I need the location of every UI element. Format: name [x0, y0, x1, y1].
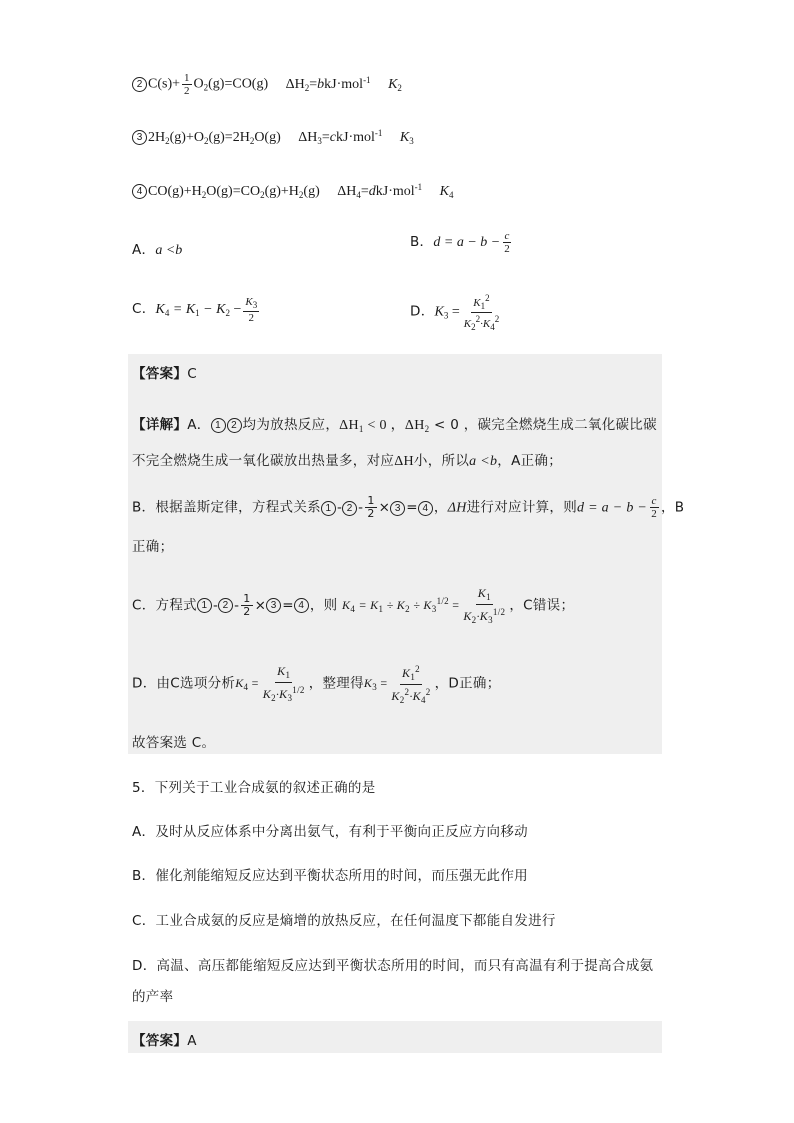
- detail-line-d: D．由C选项分析$K_4$ = $\frac{K_1}{K_2\cdot K_3^{1/2}}$ ，整理得$K_3$ = $\frac{K_1^2}{K_2^2\cdot K_4^2}$ ，D正确；: [132, 664, 501, 705]
- enthalpy: $\Delta H_4=dkJ\cdot mol^{-1}$: [337, 182, 423, 200]
- fraction: $\frac{1}{2}$: [184, 72, 190, 97]
- equation-3: 3 $2H_2(g)+O_2(g)=2H_2O(g)$ $\Delta H_3=ckJ\cdot mol^{-1}$ $K_3$: [132, 128, 414, 146]
- equilibrium-constant: $K_2$: [388, 76, 402, 93]
- answer-q5-block: [128, 1021, 662, 1053]
- question-5-option-b: B．催化剂能缩短反应达到平衡状态所用的时间，而压强无此作用: [132, 868, 528, 884]
- enthalpy: $\Delta H_3=ckJ\cdot mol^{-1}$: [298, 128, 383, 146]
- question-5-option-c: C．工业合成氨的反应是熵增的放热反应，在任何温度下都能自发进行: [132, 913, 556, 929]
- detail-line-1: 【详解】A． 1 2 均为放热反应，$\Delta H_1 < 0$ ，$\Delta H_2 < 0$ ，碳完全燃烧生成二氧化碳比碳: [132, 417, 657, 434]
- question-5-option-d: D．高温、高压都能缩短反应达到平衡状态所用的时间，而只有高温有利于提高合成氨: [132, 958, 654, 974]
- detail-conclusion: 故答案选 C。: [132, 735, 216, 751]
- question-5-option-d-cont: 的产率: [132, 989, 174, 1005]
- option-b: B．d = a − b − $\frac{c}{2}$: [410, 230, 510, 256]
- option-c: C．$K_4 = K_1 - K_2$ − $\frac{K_3}{2}$: [132, 296, 258, 324]
- detail-line-2: 不完全燃烧生成一氧化碳放出热量多，对应ΔH小，所以a <b，A正确；: [132, 453, 563, 469]
- equilibrium-constant: $K_4$: [439, 184, 454, 200]
- equation-2: 2 C(s)+ $\frac{1}{2}$ $O_2(g)=CO(g)$ $\Delta H_2=bkJ\cdot mol^{-1}$ $K_2$: [132, 72, 402, 97]
- answer-q4: 【答案】C: [132, 366, 197, 382]
- option-d: D．$K_3$ = $\frac{K_1^2}{K_2^2\cdot K_4^2}$: [410, 293, 500, 332]
- answer-q5: 【答案】A: [132, 1033, 197, 1049]
- question-5-stem: 5．下列关于工业合成氨的叙述正确的是: [132, 780, 376, 796]
- equilibrium-constant: $K_3$: [399, 130, 414, 146]
- question-5-option-a: A．及时从反应体系中分离出氨气，有利于平衡向正反应方向移动: [132, 824, 528, 840]
- circled-number: 4: [132, 184, 147, 199]
- equation-4: 4 $CO(g)+H_2O(g)=CO_2(g)+H_2(g)$ $\Delta H_4=dkJ\cdot mol^{-1}$ $K_4$: [132, 182, 454, 200]
- detail-line-b-cont: 正确；: [132, 539, 174, 555]
- equation-text: C(s)+: [148, 76, 181, 92]
- circled-number: 3: [132, 130, 147, 145]
- circled-number: 2: [132, 77, 147, 92]
- detail-line-b: B．根据盖斯定律，方程式关系 1 - 2 - $\frac{1}{2}$ × 3 = 4 ，ΔH进行对应计算，则d = a − b − $\frac{c}{2}$ ，B: [132, 494, 685, 520]
- enthalpy: $\Delta H_2=bkJ\cdot mol^{-1}$: [285, 74, 371, 93]
- option-a: A．a <b: [132, 242, 183, 258]
- detail-line-c: C．方程式 1 - 2 - $\frac{1}{2}$ × 3 = 4 ，则 $K_4 = K_1 \div K_2 \div K_3^{1/2}$ = $\frac{K_1}{K_2\cdot K_3^{1/2}}$ ，C错误；: [132, 586, 575, 625]
